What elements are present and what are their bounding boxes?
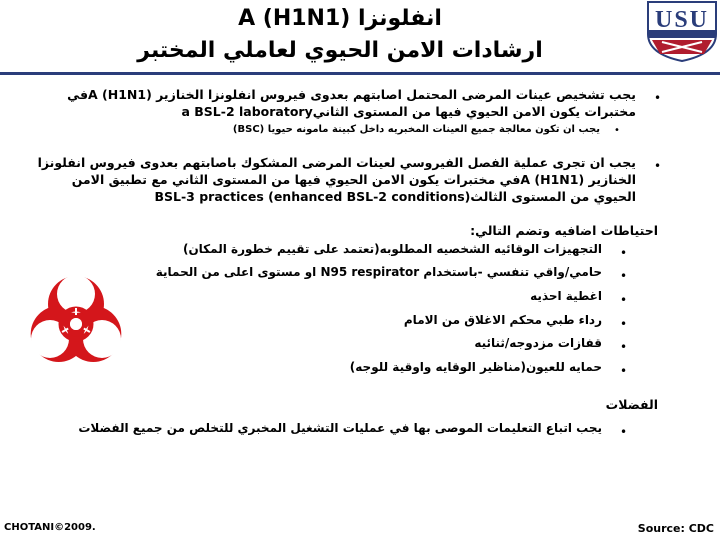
- bullet1-line2: مختبرات يكون الامن الحيوي فيها من المستوى الثانيa BSL-2 laboratory: [181, 104, 636, 119]
- precaution-item: رداء طبي محكم الاغلاق من الامام: [403, 313, 602, 327]
- bullet1-sub: يجب ان تكون معالجة جميع العينات المخبريه داخل كبينة مامونه حيويا (BSC): [232, 124, 600, 135]
- bullet-dot-icon: •: [620, 293, 628, 307]
- bullet-dot-icon: •: [620, 340, 628, 354]
- precaution-item: قفازات مزدوجه/ثنائيه: [474, 336, 602, 350]
- precaution-item: التجهيزات الوقائيه الشخصيه المطلوبه(تعتمد على تقييم خطورة المكان): [182, 242, 602, 256]
- bullet1-line1: يجب تشخيص عينات المرضى المحتمل اصابتهم بعدوى فيروس انفلونزا الخنازير A (H1N1)في: [67, 87, 636, 102]
- slide-title: انفلونزا A (H1N1): [238, 6, 442, 31]
- bullet-dot-icon: •: [620, 317, 628, 331]
- precautions-heading: احتياطات اضافيه وتضم التالي:: [470, 223, 658, 238]
- biohazard-icon: [18, 262, 134, 374]
- logo-text: USU: [654, 7, 710, 33]
- title-divider: [0, 72, 720, 75]
- bullet2-line2: الخنازير A (H1N1)في مختبرات يكون الامن الحيوي فيها من المستوى الثاني مع تطبيق الامن: [71, 172, 636, 187]
- copyright-footer: CHOTANI©2009.: [4, 522, 96, 533]
- sub-bullet-dot-icon: •: [614, 125, 620, 136]
- precaution-item: حمايه للعيون(مناظير الوقايه واوقية للوجه): [349, 360, 602, 374]
- waste-item: يجب اتباع التعليمات الموصى بها في عمليات التشغيل المخبري للتخلص من جميع الفضلات: [78, 421, 602, 435]
- source-footer: Source: CDC: [637, 522, 714, 535]
- bullet2-line1: يجب ان تجرى عملية الفصل الفيروسي لعينات المرضى المشكوك باصابتهم بعدوى فيروس انفلونزا: [37, 155, 636, 170]
- bullet2-line3: الحيوي من المستوى الثالث(BSL-3 practices (enhanced BSL-2 conditions: [154, 189, 636, 204]
- slide-subtitle: ارشادات الامن الحيوي لعاملي المختبر: [137, 38, 543, 63]
- bullet-dot-icon: •: [654, 91, 662, 105]
- bullet-dot-icon: •: [620, 246, 628, 260]
- bullet-dot-icon: •: [620, 364, 628, 378]
- usu-logo: [644, 0, 720, 62]
- precaution-item: حامي/واقي تنفسي -باستخدام N95 respirator او مستوى اعلى من الحماية: [155, 265, 602, 279]
- bullet-dot-icon: •: [620, 425, 628, 439]
- bullet-dot-icon: •: [620, 269, 628, 283]
- waste-heading: الفضلات: [605, 397, 658, 412]
- bullet-dot-icon: •: [654, 159, 662, 173]
- precaution-item: اغطية احذيه: [530, 289, 602, 303]
